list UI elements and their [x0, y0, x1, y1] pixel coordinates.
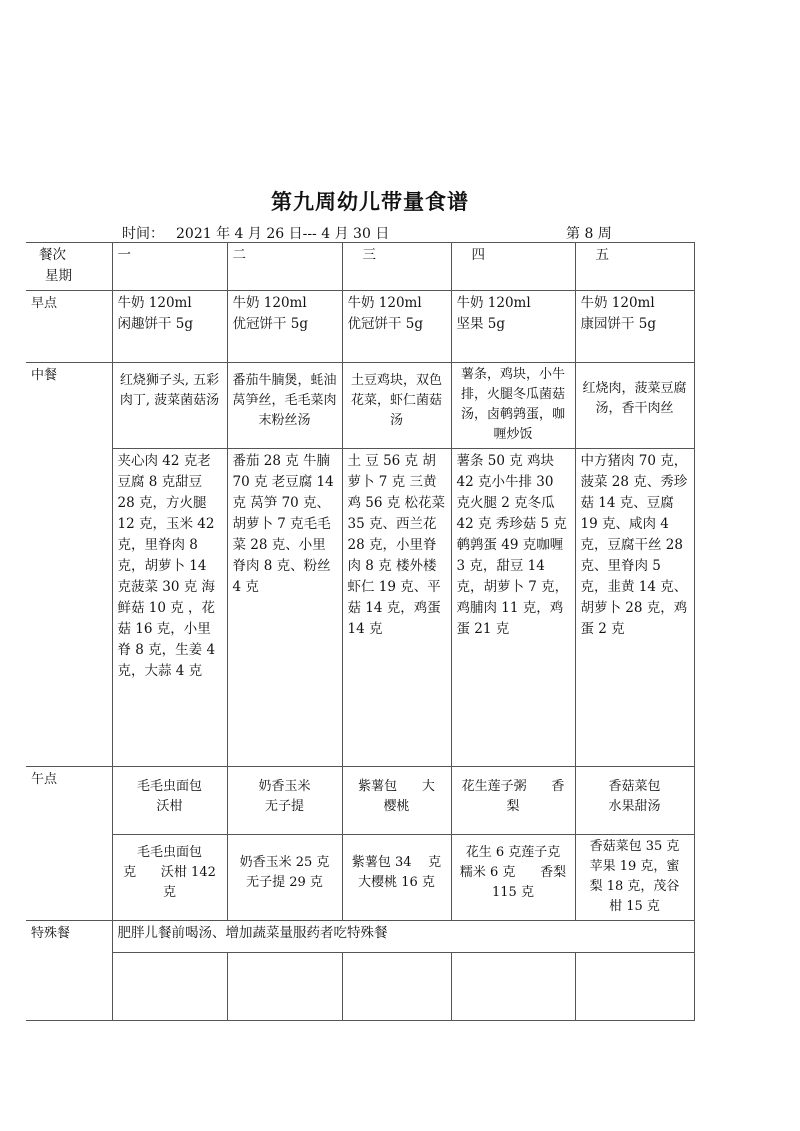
breakfast-item: 牛奶 120ml — [456, 295, 531, 311]
period-range: 2021 年 4 月 26 日--- 4 月 30 日 — [176, 226, 390, 242]
snack-item: 水果甜汤 — [608, 799, 661, 814]
snack-amount-line: 克 — [162, 885, 176, 900]
snack-cell — [227, 767, 342, 835]
week-number: 第 8 周 — [566, 226, 612, 242]
snack-amount-line: 大樱桃 16 克 — [358, 875, 435, 890]
day-header-5: 五 — [575, 243, 694, 291]
snack-amount-line: 奶香玉米 25 克 — [239, 855, 330, 870]
menu-table — [26, 242, 695, 1021]
snack-item: 紫薯包 大 — [358, 779, 435, 794]
lunch-amount-cell: 土 豆 56 克 胡萝卜 7 克 三黄鸡 56 克 松花菜 35 克、西兰花 28 克，小里脊肉 8 克 楼外楼虾仁 19 克、平菇 14 克，鸡蛋 14 克 — [342, 449, 451, 767]
lunch-dish-cell: 红烧肉，菠菜豆腐汤，香干肉丝 — [575, 363, 694, 449]
snack-amount-line: 115 克 — [492, 885, 534, 900]
breakfast-item: 闲趣饼干 5g — [117, 316, 194, 332]
day-header-4: 四 — [451, 243, 575, 291]
snack-label: 午点 — [26, 767, 112, 921]
breakfast-item: 优冠饼干 5g — [232, 316, 309, 332]
lunch-amount-cell: 中方猪肉 70 克，菠菜 28 克、秀珍菇 14 克、豆腐 19 克、咸肉 4 克，豆腐干丝 28 克、里脊肉 5 克，韭黄 14 克、胡萝卜 28 克，鸡蛋 2 克 — [575, 449, 694, 767]
lunch-dish-cell: 薯条，鸡块，小牛排，火腿冬瓜菌菇汤，卤鹌鹑蛋，咖喱炒饭 — [451, 363, 575, 449]
special-empty-row — [26, 953, 694, 1021]
snack-item: 樱桃 — [383, 799, 410, 814]
snack-amount-line: 无子提 29 克 — [246, 875, 323, 890]
corner-top-label: 餐次 — [39, 247, 66, 263]
breakfast-cell — [227, 291, 342, 363]
snack-names-row — [26, 767, 694, 835]
page-title: 第九周幼儿带量食谱 — [271, 189, 469, 214]
empty-cell — [227, 953, 342, 1021]
snack-cell — [112, 767, 227, 835]
breakfast-cell — [342, 291, 451, 363]
breakfast-item: 牛奶 120ml — [347, 295, 422, 311]
snack-item: 奶香玉米 — [258, 779, 311, 794]
breakfast-label: 早点 — [26, 291, 112, 363]
snack-amount-line: 香菇菜包 35 克 — [589, 839, 680, 854]
breakfast-item: 康园饼干 5g — [580, 316, 657, 332]
snack-amount-cell — [227, 835, 342, 921]
snack-amount-line: 毛毛虫面包 — [136, 845, 202, 860]
lunch-dishes-row — [26, 363, 694, 449]
corner-bottom-label: 星期 — [45, 268, 72, 284]
snack-amount-line: 花生 6 克莲子克 — [465, 845, 561, 860]
breakfast-cell — [575, 291, 694, 363]
snack-item: 香菇菜包 — [608, 779, 661, 794]
breakfast-item: 牛奶 120ml — [580, 295, 655, 311]
snack-amount-cell — [342, 835, 451, 921]
snack-amount-line: 苹果 19 克，蜜 — [589, 859, 680, 874]
lunch-label: 中餐 — [26, 363, 112, 767]
breakfast-item: 坚果 5g — [456, 316, 506, 332]
snack-item: 沃柑 — [156, 799, 183, 814]
lunch-dish-cell: 土豆鸡块，双色花菜，虾仁菌菇汤 — [342, 363, 451, 449]
breakfast-item: 牛奶 120ml — [232, 295, 307, 311]
snack-item: 梨 — [506, 799, 520, 814]
lunch-amount-cell: 薯条 50 克 鸡块 42 克小牛排 30 克火腿 2 克冬瓜 42 克 秀珍菇 5 克鹌鹑蛋 49 克咖喱 3 克，甜豆 14 克，胡萝卜 7 克，鸡脯肉 11 克，鸡蛋 21 克 — [451, 449, 575, 767]
snack-amount-line: 柑 15 克 — [609, 899, 660, 914]
breakfast-cell — [451, 291, 575, 363]
empty-cell — [112, 953, 227, 1021]
lunch-dish-cell: 红烧狮子头, 五彩肉丁, 菠菜菌菇汤 — [112, 363, 227, 449]
snack-cell — [451, 767, 575, 835]
day-header-2: 二 — [227, 243, 342, 291]
empty-cell — [575, 953, 694, 1021]
snack-item: 花生莲子粥 香 — [461, 779, 565, 794]
snack-amounts-row — [26, 835, 694, 921]
header-row — [26, 243, 694, 291]
period-label: 时间： — [122, 226, 164, 242]
snack-amount-line: 克 沃柑 142 — [123, 865, 216, 880]
day-header-3: 三 — [342, 243, 451, 291]
special-row — [26, 921, 694, 953]
lunch-amounts-row — [26, 449, 694, 767]
lunch-amount-cell: 番茄 28 克 牛腩 70 克 老豆腐 14 克 莴笋 70 克、胡萝卜 7 克毛毛菜 28 克、小里脊肉 8 克、粉丝 4 克 — [227, 449, 342, 767]
snack-amount-line: 紫薯包 34 克 — [351, 855, 442, 870]
special-label: 特殊餐 — [26, 921, 112, 1021]
snack-amount-cell — [575, 835, 694, 921]
empty-cell — [451, 953, 575, 1021]
lunch-amount-cell: 夹心肉 42 克老豆腐 8 克甜豆 28 克，方火腿 12 克，玉米 42 克，里脊肉 8 克，胡萝卜 14 克菠菜 30 克 海鲜菇 10 克 ，花菇 16 克，小里脊 8 克，生姜 4 克，大蒜 4 克 — [112, 449, 227, 767]
snack-cell — [342, 767, 451, 835]
snack-amount-line: 糯米 6 克 香梨 — [459, 865, 567, 880]
snack-amount-cell — [451, 835, 575, 921]
empty-cell — [342, 953, 451, 1021]
breakfast-item: 牛奶 120ml — [117, 295, 192, 311]
lunch-dish-cell: 番茄牛腩煲，蚝油莴笋丝，毛毛菜肉末粉丝汤 — [227, 363, 342, 449]
snack-amount-cell — [112, 835, 227, 921]
corner-cell — [26, 243, 112, 291]
special-note: 肥胖儿餐前喝汤、增加蔬菜量服药者吃特殊餐 — [112, 921, 694, 953]
snack-item: 毛毛虫面包 — [136, 779, 202, 794]
breakfast-item: 优冠饼干 5g — [347, 316, 424, 332]
snack-amount-line: 梨 18 克，茂谷 — [589, 879, 680, 894]
breakfast-row — [26, 291, 694, 363]
breakfast-cell — [112, 291, 227, 363]
snack-cell — [575, 767, 694, 835]
day-header-1: 一 — [112, 243, 227, 291]
snack-item: 无子提 — [264, 799, 304, 814]
